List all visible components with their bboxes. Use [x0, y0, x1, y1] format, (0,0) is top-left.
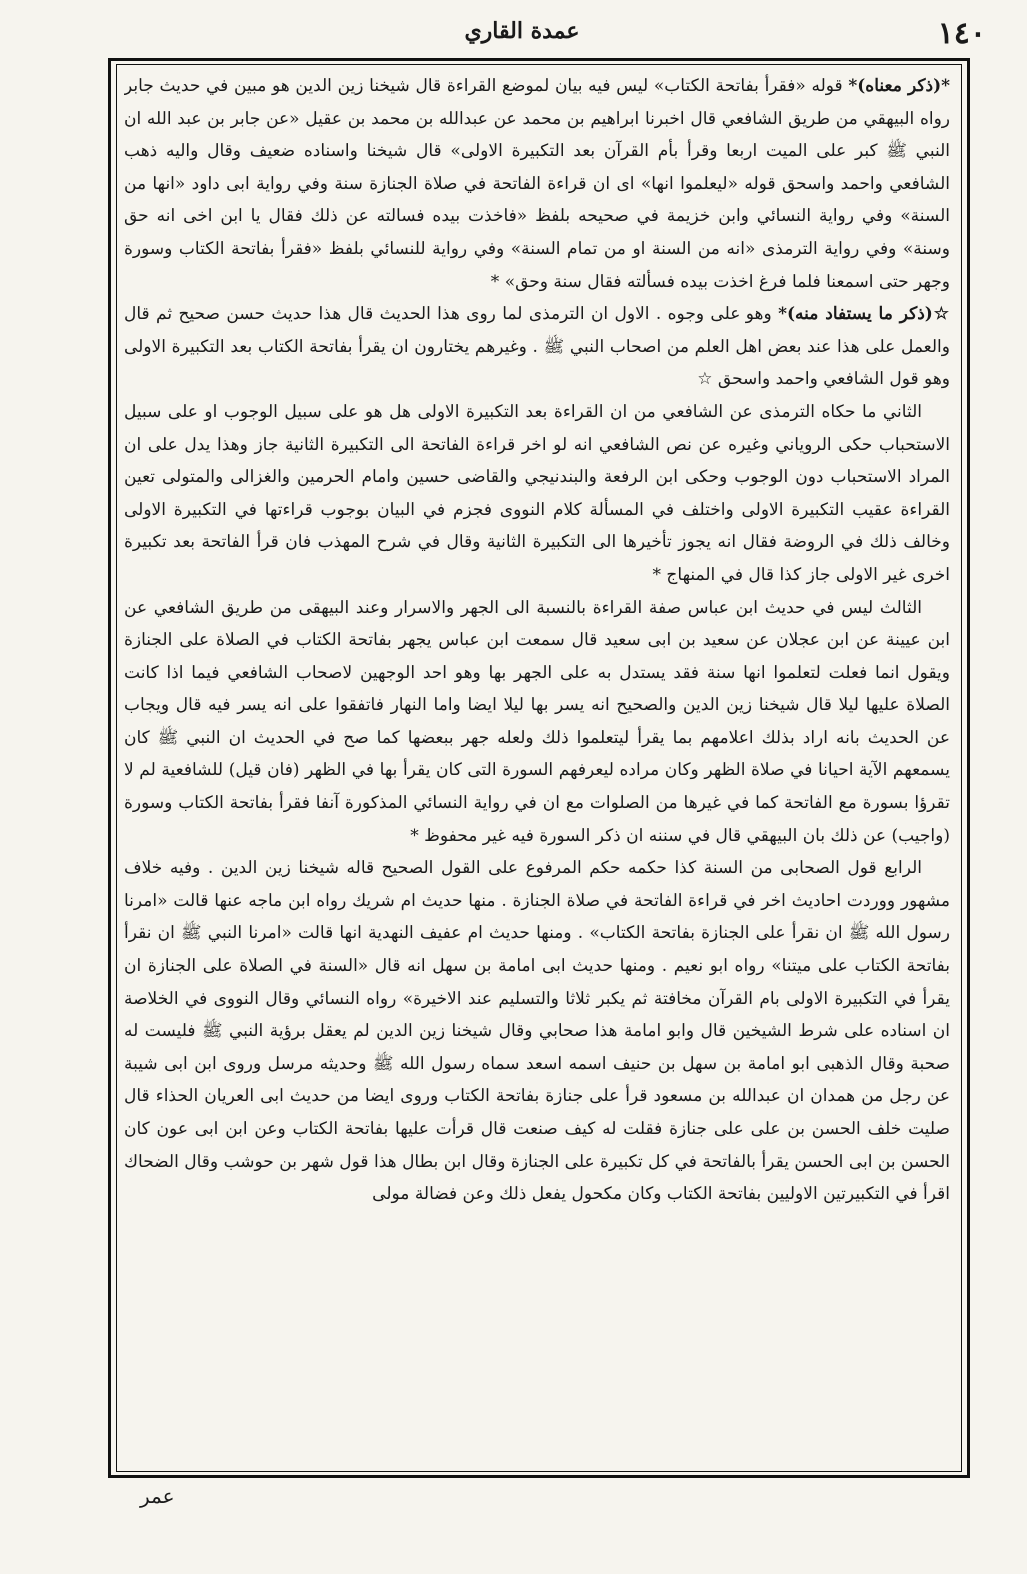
paragraph-second — [124, 396, 950, 592]
paragraph-meaning — [124, 70, 950, 298]
paragraph-benefits — [124, 298, 950, 396]
paragraph-text: الرابع قول الصحابى من السنة كذا حكمه حكم المرفوع على القول الصحيح قاله شيخنا زين الدين . وفيه خلاف مشهور ووردت احاديث اخر في قراءة الفاتحة في صلاة الجنازة . منها حديث ام شريك رواه ابن ماجه عنها قالت «امرنا رسول الله ﷺ ان نقرأ على الجنازة بفاتحة الكتاب» . ومنها حديث ام عفيف النهدية انها قالت «امرنا النبي ﷺ ان نقرأ بفاتحة الكتاب على ميتنا» رواه ابو نعيم . ومنها حديث ابى امامة بن سهل انه قال «السنة في الصلاة على الجنازة ان يقرأ في التكبيرة الاولى بام القرآن مخافتة ثم يكبر ثلاثا والتسليم عند الاخيرة» رواه النسائي وقال النووى في الخلاصة ان اسناده على شرط الشيخين قال وابو امامة هذا صحابي وقال شيخنا زين الدين لم يعقل برؤية النبي ﷺ فليست له صحبة وقال الذهبى ابو امامة بن سهل بن حنيف اسمه اسعد سماه رسول الله ﷺ وحديثه مرسل وروى ابن ابى شيبة عن رجل من همدان ان عبدالله بن مسعود قرأ على جنازة بفاتحة الكتاب وروى ايضا من حديث ابى العريان الحذاء قال صليت خلف الحسن بن على على جنازة فقلت له كيف صنعت قال قرأت عليها بفاتحة الكتاب وعن ابن ابى عون كان الحسن بن ابى الحسن يقرأ بالفاتحة في كل تكبيرة على الجنازة وقال ابن بطال هذا قول شهر بن حوشب وقال الضحاك اقرأ في التكبيرتين الاوليين بفاتحة الكتاب وكان مكحول يفعل ذلك وعن فضالة مولى — [124, 858, 950, 1205]
section-heading: *(ذكر معناه)* — [848, 76, 950, 96]
paragraph-text: وهو على وجوه . الاول ان الترمذى لما روى هذا الحديث قال هذا حديث حسن صحيح ثم قال والعمل على هذا عند بعض اهل العلم من اصحاب النبي ﷺ . وغيرهم يختارون ان يقرأ بفاتحة الكتاب بعد التكبيرة الاولى وهو قول الشافعي واحمد واسحق ☆ — [124, 304, 950, 390]
catchword: عمر — [140, 1484, 175, 1508]
page-header — [58, 14, 986, 54]
section-heading: ☆(ذكر ما يستفاد منه)* — [778, 304, 950, 325]
main-text — [124, 70, 950, 1468]
paragraph-text: قوله «فقرأ بفاتحة الكتاب» ليس فيه بيان لموضع القراءة قال شيخنا زين الدين هو مبين في حديث جابر رواه البيهقي من طريق الشافعي قال اخبرنا ابراهيم بن محمد عن عبدالله بن محمد بن عقيل «عن جابر بن عبد الله ان النبي ﷺ كبر على الميت اربعا وقرأ بأم القرآن بعد التكبيرة الاولى» قال شيخنا واسناده ضعيف وقال واليه ذهب الشافعي واحمد واسحق قوله «ليعلموا انها» اى ان قراءة الفاتحة في صلاة الجنازة سنة وفي رواية ابى داود «انها من السنة» وفي رواية النسائي وابن خزيمة في صحيحه بلفظ «فاخذت بيده فسالته عن ذلك فقال يا ابن اخى انه حق وسنة» وفي رواية الترمذى «انه من السنة او من تمام السنة» وفي رواية للنسائي بلفظ «فقرأ بفاتحة الكتاب وسورة وجهر حتى اسمعنا فلما فرغ اخذت بيده فسألته فقال سنة وحق» * — [124, 76, 950, 292]
paragraph-text: الثاني ما حكاه الترمذى عن الشافعي من ان القراءة بعد التكبيرة الاولى هل هو على سبيل الوجوب او على سبيل الاستحباب حكى الروياني وغيره عن نص الشافعي انه لو اخر قراءة الفاتحة الى التكبيرة الثانية جاز وهذا يدل على ان المراد الاستحباب دون الوجوب وحكى ابن الرفعة والبندنيجي والقاضى حسين وامام الحرمين والغزالى والمتولى تعين القراءة عقيب التكبيرة الاولى واختلف في المسألة كلام النووى فجزم في البيان بوجوب قراءتها في التكبيرة الاولى وخالف ذلك في الروضة فقال انه يجوز تأخيرها الى التكبيرة الثانية وقال في شرح المهذب فان قرأ الفاتحة بعد تكبيرة اخرى غير الاولى جاز كذا قال في المنهاج * — [124, 401, 950, 585]
running-title: عمدة القاري — [464, 18, 580, 44]
paragraph-text: الثالث ليس في حديث ابن عباس صفة القراءة بالنسبة الى الجهر والاسرار وعند البيهقى من طريق الشافعي عن ابن عيينة عن ابن عجلان عن سعيد بن ابى سعيد قال سمعت ابن عباس يجهر بفاتحة الكتاب في الصلاة على الجنازة ويقول انما فعلت لتعلموا انها سنة فقد يستدل به على الجهر بها وهو احد الوجهين لاصحاب الشافعي فيما اذا كانت الصلاة عليها ليلا قال شيخنا زين الدين والصحيح انه يسر بها ليلا ايضا واما النهار فاتفقوا على انه يسر فيه قال ويجاب عن الحديث بانه اراد بذلك اعلامهم بما يقرأ ليتعلموا ذلك ولعله جهر ببعضها كما صح في الحديث ان النبي ﷺ كان يسمعهم الآية احيانا في صلاة الظهر وكان مراده ليعرفهم السورة التى كان يقرأ بها في الظهر (فان قيل) للشافعية لم لا تقرؤا بسورة مع الفاتحة كما في غيرها من الصلوات مع ان في رواية النسائي المذكورة آنفا فقرأ بفاتحة الكتاب وسورة (واجيب) عن ذلك بان البيهقي قال في سننه ان ذكر السورة فيه غير محفوظ * — [124, 597, 950, 846]
paragraph-fourth — [124, 852, 950, 1211]
paragraph-third — [124, 592, 950, 853]
page-number: ١٤٠ — [937, 16, 986, 51]
